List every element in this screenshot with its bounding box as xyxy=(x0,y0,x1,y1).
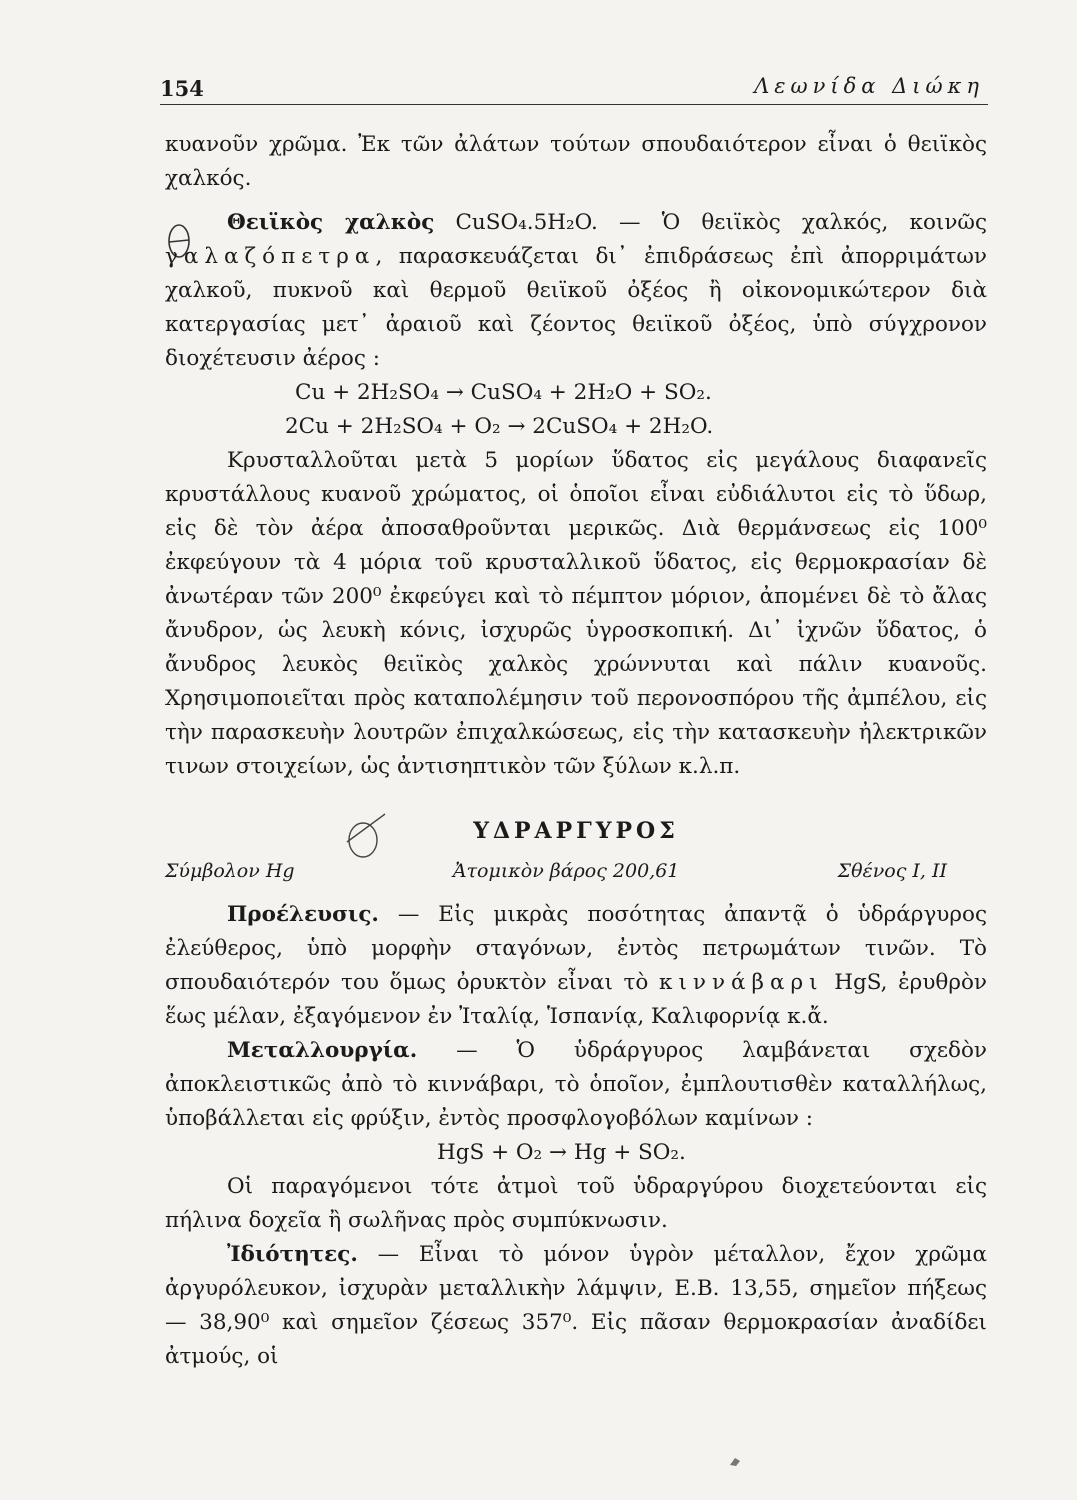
equation-1: Cu + 2H₂SO₄ → CuSO₄ + 2H₂O + SO₂. xyxy=(295,380,712,405)
paragraph-text: , παρασκευάζεται δι᾽ ἐπιδράσεως ἐπὶ ἀπορριμάτων χαλκοῦ, πυκνοῦ καὶ θερμοῦ θειϊκοῦ ὀξέος ἢ οἰκονομικώτερον διὰ κατεργασίας μετ᾽ ἀραιοῦ καὶ ζέοντος θειϊκοῦ ὀξέος, ὑπὸ σύγχρονον διοχέτευσιν ἀέρος : xyxy=(165,244,987,371)
paragraph-text: — Εἶναι τὸ μόνον ὑγρὸν μέταλλον, ἔχον χρῶμα ἀργυρόλευκον, ἰσχυρὰν μεταλλικὴν λάμψιν, Ε.Β. 13,55, σημεῖον πήξεως — 38,90⁰ καὶ σημεῖον ζέσεως 357⁰. Εἰς πᾶσαν θερμοκρασίαν ἀναδίδει ἀτμούς, οἱ xyxy=(165,1242,987,1369)
atomic-weight: Ἀτομικὸν βάρος 200,61 xyxy=(452,860,680,882)
term-copper-sulfate: Θειϊκὸς χαλκὸς xyxy=(227,210,435,235)
paragraph-text: — Ὁ θειϊκὸς χαλκός, κοινῶς xyxy=(597,210,987,235)
paragraph-metallurgy xyxy=(165,1034,987,1136)
term-galazopetra: γαλαζόπετρα xyxy=(165,244,376,269)
valence: Σθένος I, II xyxy=(837,860,947,882)
running-head: Λεωνίδα Διώκη xyxy=(754,74,984,98)
paragraph-condensation: Οἱ παραγόμενοι τότε ἀτμοὶ τοῦ ὑδραργύρου διοχετεύονται εἰς πήλινα δοχεῖα ἢ σωλῆνας πρὸς συμπύκνωσιν. xyxy=(165,1174,987,1233)
heading-metallurgy: Μεταλλουργία. xyxy=(227,1038,418,1063)
paragraph-crystallization: Κρυσταλλοῦται μετὰ 5 μορίων ὕδατος εἰς μεγάλους διαφανεῖς κρυστάλλους κυανοῦ χρώματος, οἱ ὁποῖοι εἶναι εὐδιάλυτοι εἰς τὸ ὕδωρ, εἰς δὲ τὸν ἀέρα ἀποσαθροῦνται μερικῶς. Διὰ θερμάνσεως εἰς 100⁰ ἐκφεύγουν τὰ 4 μόρια τοῦ κρυσταλλικοῦ ὕδατος, εἰς θερμοκρασίαν δὲ ἀνωτέραν τῶν 200⁰ ἐκφεύγει καὶ τὸ πέμπτον μόριον, ἀπομένει δὲ τὸ ἄλας ἄνυδρον, ὡς λευκὴ κόνις, ἰσχυρῶς ὑγροσκοπική. Δι᾽ ἰχνῶν ὕδατος, ὁ ἄνυδρος λευκὸς θειϊκὸς χαλκὸς χρώννυται καὶ πάλιν κυανοῦς. Χρησιμοποιεῖται πρὸς καταπολέμησιν τοῦ περονοσπόρου τῆς ἀμπέλου, εἰς τὴν παρασκευὴν λουτρῶν ἐπιχαλκώσεως, εἰς τὴν κατασκευὴν ἠλεκτρικῶν τινων στοιχείων, ὡς ἀντισηπτικὸν τῶν ξύλων κ.λ.π. xyxy=(165,448,987,779)
paragraph-origin xyxy=(165,898,987,1034)
paragraph-properties xyxy=(165,1238,987,1374)
ink-speck xyxy=(728,1455,742,1467)
equation-3: HgS + O₂ → Hg + SO₂. xyxy=(437,1140,686,1165)
heading-origin: Προέλευσις. xyxy=(227,902,379,927)
paragraph-copper-sulfate xyxy=(165,206,987,376)
paragraph-text: HgS, ἐρυθρὸν ἕως μέλαν, ἐξαγόμενον ἐν Ἰταλίᾳ, Ἱσπανίᾳ, Καλιφορνίᾳ κ.ἄ. xyxy=(165,970,987,1029)
paragraph-text: — Εἰς μικρὰς ποσότητας ἀπαντᾷ ὁ ὑδράργυρος ἐλεύθερος, ὑπὸ μορφὴν σταγόνων, ἐντὸς πετρωμάτων τινῶν. Τὸ σπουδαιότερόν του ὅμως ὀρυκτὸν εἶναι τὸ xyxy=(165,902,987,995)
term-cinnabar: κιννάβαρι xyxy=(659,970,824,995)
formula-copper-sulfate: CuSO₄.5H₂O. xyxy=(455,210,598,235)
page-number: 154 xyxy=(160,76,204,101)
element-symbol: Σύμβολον Hg xyxy=(165,860,295,882)
section-title-mercury: ΥΔΡΑΡΓΥΡΟΣ xyxy=(473,818,679,844)
heading-properties: Ἰδιότητες. xyxy=(227,1242,358,1267)
page-body xyxy=(165,128,987,1374)
element-properties-row xyxy=(165,854,987,888)
paragraph-text: — Ὁ ὑδράργυρος λαμβάνεται σχεδὸν ἀποκλειστικῶς ἀπὸ τὸ κιννάβαρι, τὸ ὁποῖον, ἐμπλουτισθὲν καταλλήλως, ὑποβάλλεται εἰς φρύξιν, ἐντὸς προσφλογοβόλων καμίνων : xyxy=(165,1038,987,1131)
page-header xyxy=(160,70,988,105)
equation-2: 2Cu + 2H₂SO₄ + O₂ → 2CuSO₄ + 2H₂O. xyxy=(285,414,714,439)
paragraph-intro: κυανοῦν χρῶμα. Ἐκ τῶν ἀλάτων τούτων σπουδαιότερον εἶναι ὁ θειϊκὸς χαλκός. xyxy=(165,132,987,191)
